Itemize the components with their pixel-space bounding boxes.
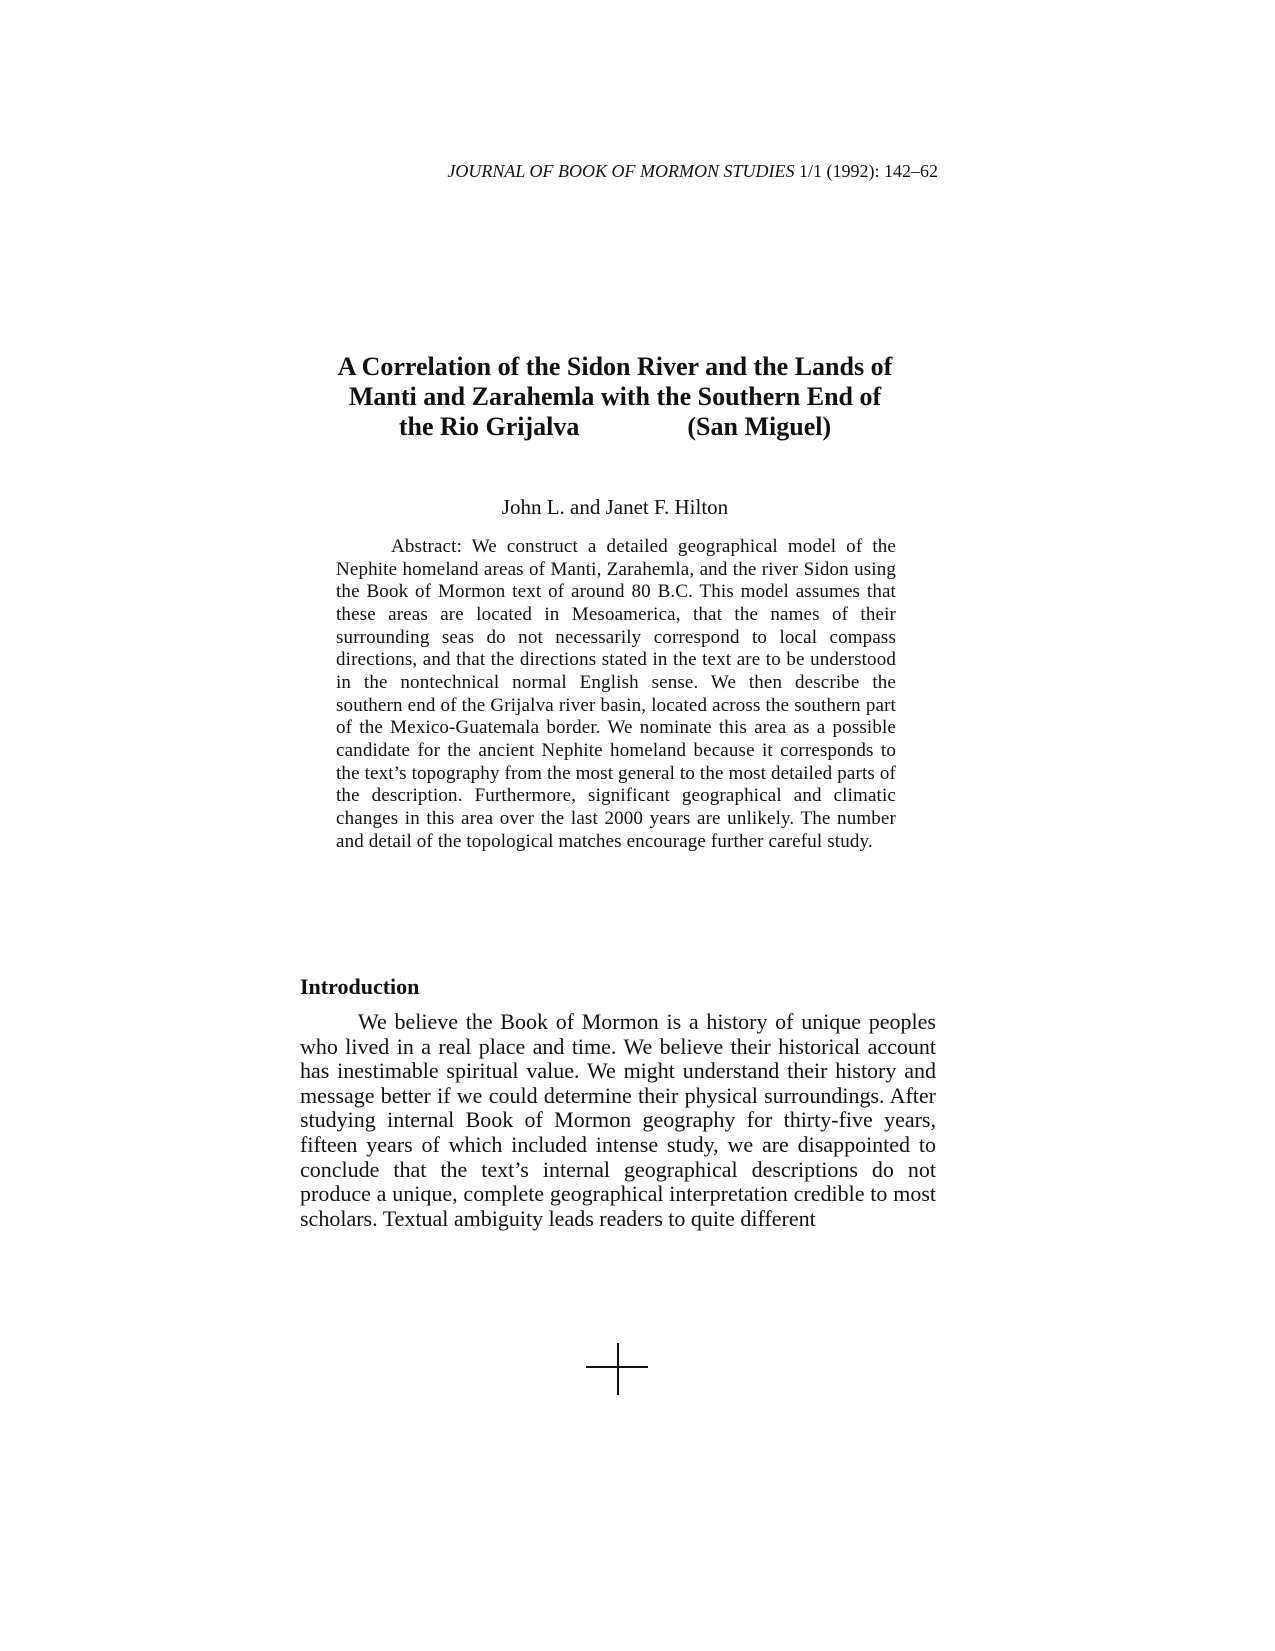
journal-name: JOURNAL OF BOOK OF MORMON STUDIES [447,161,795,181]
introduction-paragraph [300,1010,936,1231]
title-line-3-end: (San Miguel) [687,412,832,441]
abstract-text: Abstract: We construct a detailed geographical model of the Nephite homeland areas of Manti, Zarahemla, and the river Sidon using the Book of Mormon text of around 80 B.C. This model assumes that these areas are located in Mesoamerica, that the names of their surrounding seas do not necessarily correspond to local compass directions, and that the directions stated in the text are to be understood in the nontechnical normal English sense. We then describe the southern end of the Grijalva river basin, located across the southern part of the Mexico-Guatemala border. We nominate this area as a possible candidate for the ancient Nephite homeland because it corresponds to the text’s topography from the most general to the most detailed parts of the description. Furthermore, significant geographical and climatic changes in this area over the last 2000 years are unlikely. The number and detail of the topological matches encourage further careful study. [336,536,896,852]
title-line-3 [300,412,930,442]
running-head [447,161,938,182]
journal-citation: 1/1 (1992): 142–62 [799,161,938,181]
section-heading-introduction: Introduction [300,974,420,999]
authors: John L. and Janet F. Hilton [501,495,729,519]
article-title [300,352,930,442]
title-line-1: A Correlation of the Sidon River and the Lands of [337,352,893,381]
crop-mark [586,1343,648,1395]
title-line-2: Manti and Zarahemla with the Southern End of [348,382,882,411]
introduction-text: We believe the Book of Mormon is a history of unique peoples who lived in a real place and time. We believe their historical account has inestimable spiritual value. We might understand their history and message better if we could determine their physical surroundings. After studying internal Book of Mormon geography for thirty-five years, fifteen years of which included intense study, we are disappointed to conclude that the text’s internal geographical descriptions do not produce a unique, complete geographical interpretation credible to most scholars. Textual ambiguity leads readers to quite different [300,1009,936,1231]
abstract [336,536,896,853]
title-line-3-start: the Rio Grijalva [398,412,580,441]
